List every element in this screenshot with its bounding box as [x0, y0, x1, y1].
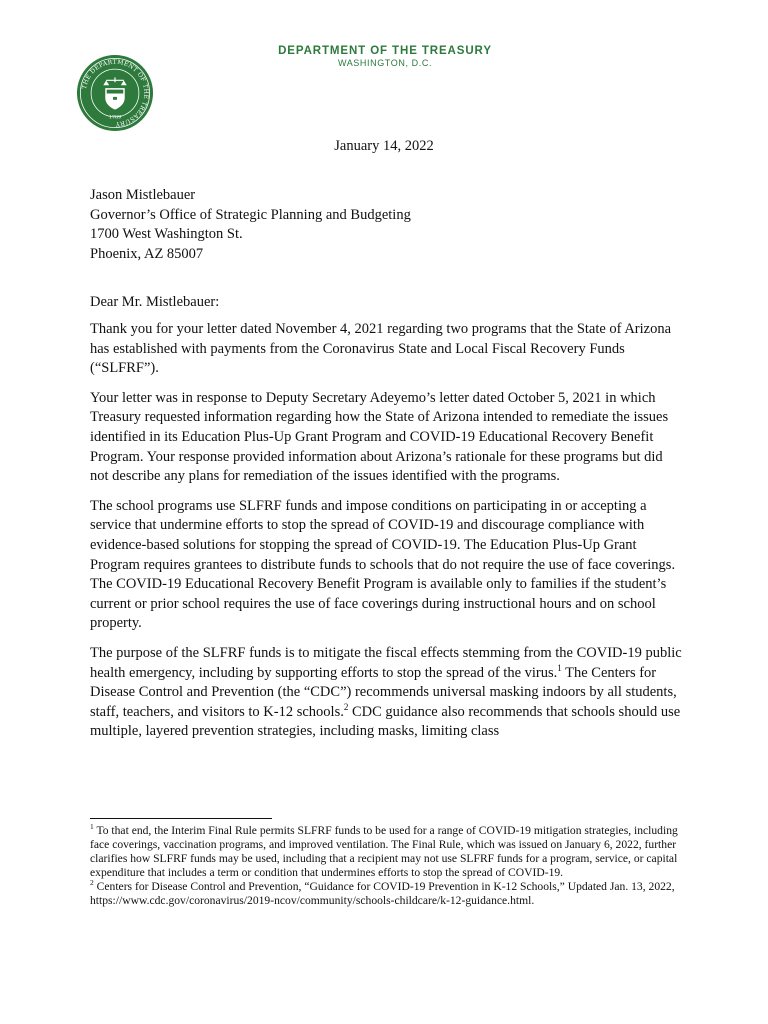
paragraph-4-part-3: CDC guidance also recommends that schools should use multiple, layered prevention strategies, including masks, limiting class	[90, 703, 681, 740]
paragraph-4-part-2: The Centers for Disease Control and Prevention (the “CDC”) recommends universal masking indoors by all students, staff, teachers, and visitors to K-12 schools.	[90, 664, 677, 720]
department-location: WASHINGTON, D.C.	[337, 58, 433, 68]
recipient-office: Governor’s Office of Strategic Planning and Budgeting	[90, 206, 411, 223]
footnote-2	[90, 880, 686, 908]
paragraph-4	[90, 644, 682, 742]
department-title: DEPARTMENT OF THE TREASURY	[278, 45, 492, 57]
letter-date: January 14, 2022	[334, 138, 434, 154]
footnote-1-text: To that end, the Interim Final Rule permits SLFRF funds to be used for a range of COVID-19 mitigation strategies, including face coverings, vaccination programs, and improved ventilation. The Final Rule, which was issued on January 6, 2022, further clarifies how SLFRF funds may be used, including that a recipient may not use SLFRF funds for a program, service, or capital expenditure that includes a term or condition that undermines efforts to stop the spread of COVID-19.	[90, 824, 678, 880]
footnote-2-mark: 2	[90, 878, 94, 888]
svg-text:1789: 1789	[108, 114, 122, 121]
footnote-1	[90, 824, 686, 880]
treasury-seal-logo	[76, 54, 154, 132]
paragraph-2: Your letter was in response to Deputy Secretary Adeyemo’s letter dated October 5, 2021 in which Treasury requested information regarding how the State of Arizona intended to remediate the issues identified in its Education Plus-Up Grant Program and COVID-19 Educational Recovery Benefit Program. Your response provided information about Arizona’s rationale for these programs but did not describe any plans for remediation of the issues identified with the programs.	[90, 389, 669, 485]
footnote-ref-2[interactable]: 2	[343, 701, 349, 712]
salutation: Dear Mr. Mistlebauer:	[90, 294, 220, 310]
letterhead	[272, 45, 498, 68]
footnotes	[90, 824, 686, 909]
footnote-divider	[90, 818, 272, 819]
footnote-1-mark: 1	[90, 822, 94, 832]
recipient-address	[90, 186, 411, 264]
recipient-name: Jason Mistlebauer	[90, 187, 196, 203]
recipient-city: Phoenix, AZ 85007	[90, 245, 204, 262]
recipient-street: 1700 West Washington St.	[90, 226, 243, 242]
letter-body	[90, 320, 682, 752]
footnote-ref-1[interactable]: 1	[557, 662, 562, 673]
paragraph-3: The school programs use SLFRF funds and impose conditions on participating in or accepting a service that undermine efforts to stop the spread of COVID-19 and discourage compliance with evidence-based solutions for stopping the spread of COVID-19. The Education Plus-Up Grant Program requires grantees to distribute funds to schools that do not require the use of face coverings. The COVID-19 Educational Recovery Benefit Program is available only to families if the student’s current or prior school requires the use of face coverings during instructional hours and on school property.	[90, 497, 676, 632]
footnote-2-text[interactable]: Centers for Disease Control and Prevention, “Guidance for COVID-19 Prevention in K-12 Schools,” Updated Jan. 13, 2022, https://www.cdc.gov/coronavirus/2019-ncov/community/schools-childcare/k-12-guidance.html.	[90, 880, 675, 908]
paragraph-1: Thank you for your letter dated November 4, 2021 regarding two programs that the State of Arizona has established with payments from the Coronavirus State and Local Fiscal Recovery Funds (“SLFRF”).	[90, 321, 672, 377]
svg-text:THE DEPARTMENT OF THE TREASURY: THE DEPARTMENT OF THE TREASURY	[80, 58, 150, 128]
paragraph-4-part-1: The purpose of the SLFRF funds is to mitigate the fiscal effects stemming from the COVID-19 public health emergency, including by supporting efforts to stop the spread of the virus.	[90, 644, 682, 681]
